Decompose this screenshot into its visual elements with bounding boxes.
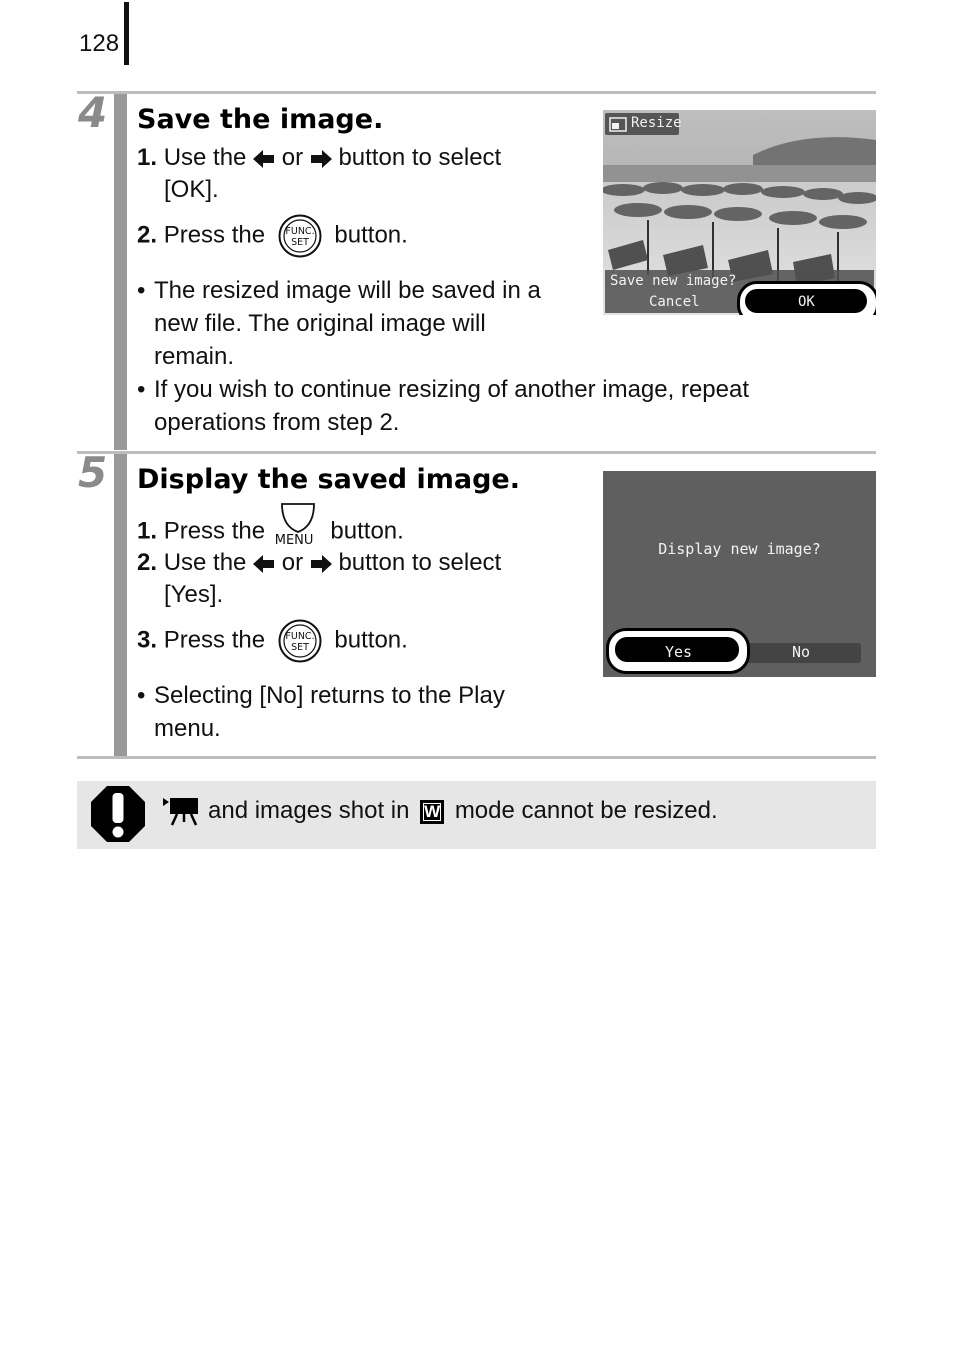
step4-item1 — [137, 143, 501, 173]
step4-bullet2-line1: If you wish to continue resizing of another image, repeat — [154, 376, 750, 403]
step5-item1-after: button. — [330, 517, 404, 545]
step5-title: Display the saved image. — [137, 464, 520, 495]
step5-number: 5 — [78, 448, 108, 497]
step5-item1-before: Press the — [163, 517, 266, 545]
menu-label: MENU — [274, 533, 314, 548]
step4-item1-cont: [OK]. — [164, 176, 219, 203]
step4-item1-or: or — [281, 144, 304, 171]
camera-screen-save — [603, 110, 876, 315]
func-set-button-icon — [278, 619, 322, 663]
step5-item3 — [137, 619, 408, 663]
step4-bullet2-line2: operations from step 2. — [154, 409, 400, 436]
step4-bullet1-line3: remain. — [154, 343, 235, 370]
caution-icon — [90, 785, 146, 843]
bullet-dot: • — [137, 376, 146, 403]
menu-button-shape-icon — [276, 502, 320, 534]
bullet-dot: • — [137, 682, 146, 709]
cancel-option: Cancel — [649, 294, 700, 310]
func-set-button-icon — [278, 214, 322, 258]
step4-bullet-1 — [137, 274, 587, 374]
step5-item3-after: button. — [334, 626, 408, 654]
left-arrow-icon — [253, 554, 275, 574]
right-arrow-icon — [310, 554, 332, 574]
step4-item1-before: Use the — [163, 144, 247, 171]
step4-item2-num: 2. — [137, 221, 158, 249]
camera-screen-display — [603, 471, 876, 677]
step4-bullet-2 — [137, 373, 837, 439]
step5-item2-after: button to select — [338, 549, 502, 576]
step5-item2-cont: [Yes]. — [164, 581, 224, 608]
step5-item2 — [137, 548, 501, 578]
step5-side-bar — [114, 454, 127, 756]
caution-text-before: and images shot in — [208, 797, 410, 824]
yes-option: Yes — [665, 643, 693, 661]
caution-text-after: mode cannot be resized. — [454, 797, 718, 824]
step5-item2-before: Use the — [163, 549, 247, 576]
step5-item1-num: 1. — [137, 517, 158, 545]
step4-item1-num: 1. — [137, 144, 158, 171]
display-prompt-text: Display new image? — [658, 540, 821, 558]
step4-top-rule — [77, 91, 876, 94]
page-number-bar — [124, 2, 129, 65]
step5-bullet1-line2: menu. — [154, 715, 221, 742]
step4-number: 4 — [78, 88, 108, 137]
save-prompt-text: Save new image? — [610, 273, 737, 289]
step5-item3-num: 3. — [137, 626, 158, 654]
step4-item2-after: button. — [334, 221, 408, 249]
movie-mode-icon — [163, 796, 199, 826]
step4-title: Save the image. — [137, 104, 384, 135]
page-number: 128 — [79, 30, 120, 57]
step5-top-rule — [77, 451, 876, 454]
func-icon-top-text: FUNC. — [285, 631, 315, 642]
ok-option: OK — [798, 294, 815, 310]
step4-side-bar — [114, 94, 127, 450]
step5-item2-num: 2. — [137, 549, 158, 576]
right-arrow-icon — [310, 149, 332, 169]
func-icon-bottom-text: SET — [290, 642, 309, 653]
w-mode-letter: W — [424, 801, 441, 821]
step5-bullet-1 — [137, 679, 587, 745]
step5-bottom-rule — [77, 756, 876, 759]
step4-bullet1-line2: new file. The original image will — [154, 310, 486, 337]
func-icon-top-text: FUNC. — [285, 226, 315, 237]
caution-text — [208, 797, 718, 825]
resize-header-text: Resize — [631, 115, 682, 131]
step5-bullet1-line1: Selecting [No] returns to the Play — [154, 682, 505, 709]
step4-item1-after: button to select — [338, 144, 502, 171]
func-icon-bottom-text: SET — [290, 237, 309, 248]
step5-item3-before: Press the — [163, 626, 266, 654]
bullet-dot: • — [137, 277, 146, 304]
step4-item2 — [137, 214, 408, 258]
resize-icon — [609, 117, 627, 132]
step4-item2-before: Press the — [163, 221, 266, 249]
step5-item2-or: or — [281, 549, 304, 576]
no-option: No — [792, 643, 811, 661]
w-mode-icon — [420, 800, 444, 824]
step4-bullet1-line1: The resized image will be saved in a — [154, 277, 541, 304]
left-arrow-icon — [253, 149, 275, 169]
